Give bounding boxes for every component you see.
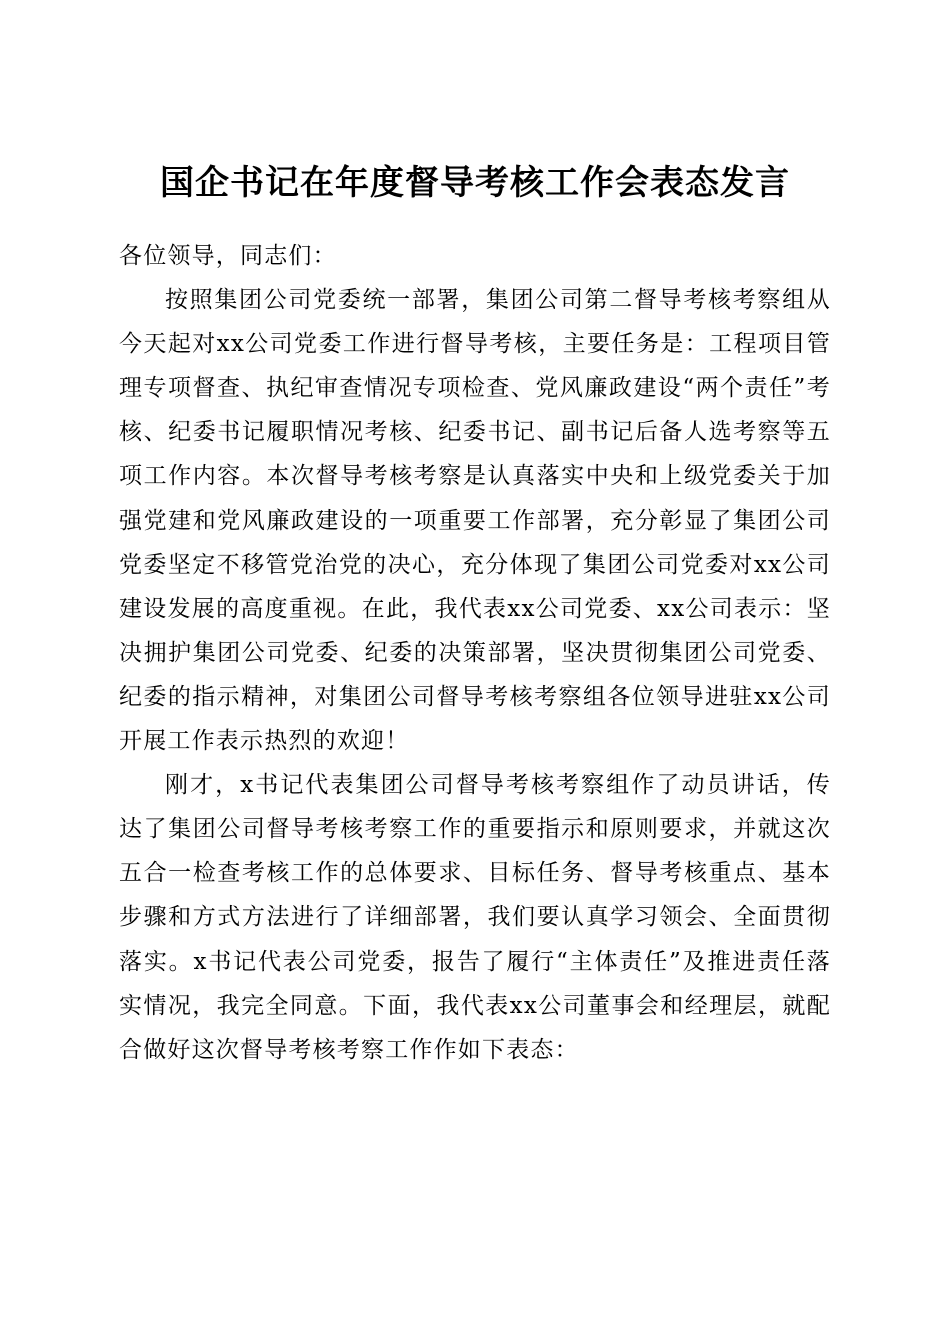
document-body — [119, 234, 831, 1072]
paragraph-1: 按照集团公司党委统一部署，集团公司第二督导考核考察组从今天起对xx公司党委工作进行督导考核，主要任务是：工程项目管理专项督查、执纪审查情况专项检查、党风廉政建设“两个责任”考核、纪委书记履职情况考核、纪委书记、副书记后备人选考察等五项工作内容。本次督导考核考察是认真落实中央和上级党委关于加强党建和党风廉政建设的一项重要工作部署，充分彰显了集团公司党委坚定不移管党治党的决心，充分体现了集团公司党委对xx公司建设发展的高度重视。在此，我代表xx公司党委、xx公司表示：坚决拥护集团公司党委、纪委的决策部署，坚决贯彻集团公司党委、纪委的指示精神，对集团公司督导考核考察组各位领导进驻xx公司开展工作表示热烈的欢迎！ — [119, 287, 831, 755]
document-title: 国企书记在年度督导考核工作会表态发言 — [160, 162, 790, 203]
salutation: 各位领导，同志们： — [119, 243, 337, 269]
paragraph-2: 刚才，x书记代表集团公司督导考核考察组作了动员讲话，传达了集团公司督导考核考察工作的重要指示和原则要求，并就这次五合一检查考核工作的总体要求、目标任务、督导考核重点、基本步骤和方式方法进行了详细部署，我们要认真学习领会、全面贯彻落实。x书记代表公司党委，报告了履行“主体责任”及推进责任落实情况，我完全同意。下面，我代表xx公司董事会和经理层，就配合做好这次督导考核考察工作作如下表态： — [119, 772, 831, 1063]
